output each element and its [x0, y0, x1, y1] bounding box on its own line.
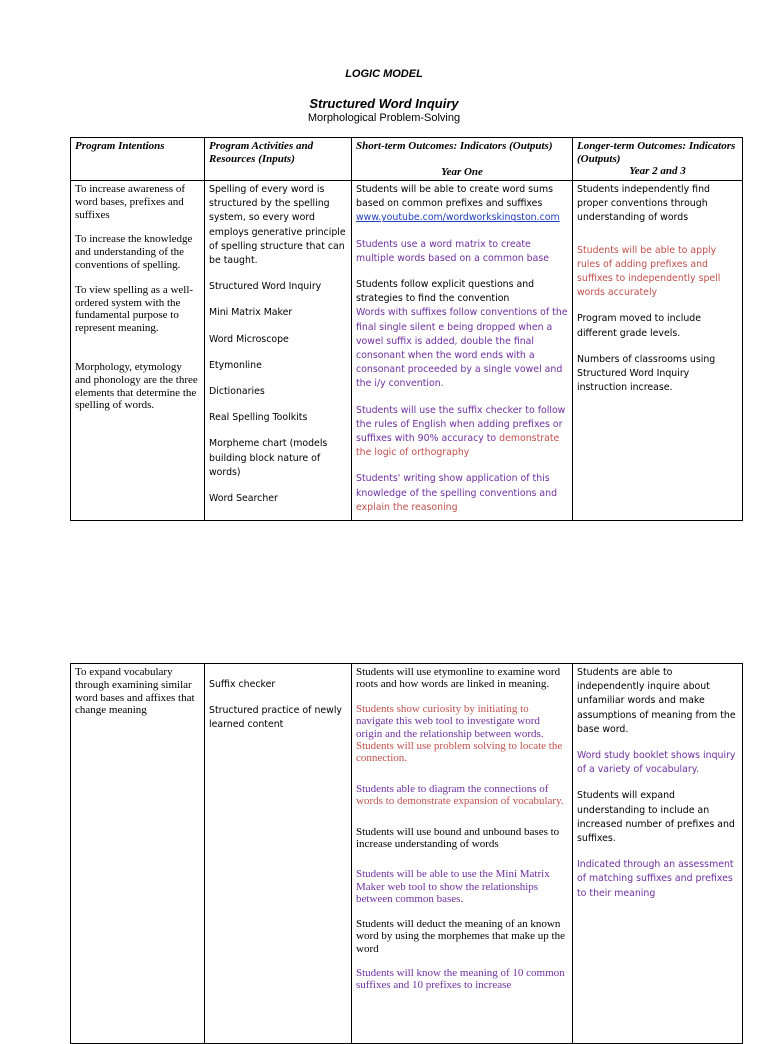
activity-text: Structured practice of newly learned content: [209, 705, 342, 731]
document-title: LOGIC MODEL: [345, 68, 423, 80]
cell-intentions: [71, 181, 205, 521]
document-subtitle-secondary: Morphological Problem-Solving: [307, 112, 461, 124]
table-header-row: [71, 138, 743, 181]
intention-text: Morphology, etymology and phonology are the three elements that determine the spelling of words.: [75, 360, 198, 412]
cell-long-term: [573, 664, 743, 1044]
short-term-text: Students follow explicit questions and strategies to find the convention Words with suffixes follow conventions of the final single silent e being dropped when a vowel suffix is added, double the final consonant when the word ends with a consonant proceeded by a single vowel and the i/y convention.: [356, 279, 568, 390]
activity-text: Real Spelling Toolkits: [209, 412, 308, 424]
intention-text: To view spelling as a well-ordered system with the fundamental purpose to represent meaning.: [75, 283, 194, 335]
short-term-text: Students will use etymonline to examine word roots and how words are linked in meaning.: [356, 666, 561, 691]
intention-text: To increase the knowledge and understanding of the conventions of spelling.: [75, 233, 193, 271]
short-term-text: Students use a word matrix to create multiple words based on a common base: [356, 238, 549, 264]
header-label: Program Intentions: [75, 140, 165, 152]
table-row: [71, 181, 743, 521]
short-term-text: Students will know the meaning of 10 common suffixes and 10 prefixes to increase: [356, 966, 565, 992]
long-term-text: Students will be able to apply rules of adding prefixes and suffixes to independently spell words accurately: [577, 244, 721, 299]
short-term-text: Students able to diagram the connections of words to demonstrate expansion of vocabulary.: [356, 782, 564, 808]
document-subtitle: Structured Word Inquiry: [309, 96, 459, 111]
short-term-text: Students' writing show application of this knowledge of the spelling conventions and explain the reasoning: [356, 473, 558, 513]
logic-model-table: [70, 137, 743, 521]
intention-text: To expand vocabulary through examining similar word bases and affixes that change meaning: [75, 666, 195, 717]
activity-text: Word Searcher: [209, 493, 278, 505]
long-term-text: Word study booklet shows inquiry of a variety of vocabulary.: [577, 750, 736, 776]
short-term-text: Students will use bound and unbound bases to increase understanding of words: [356, 825, 560, 851]
cell-activities: [205, 181, 352, 521]
intention-text: To increase awareness of word bases, prefixes and suffixes: [75, 183, 186, 221]
cell-long-term: [573, 181, 743, 521]
cell-activities: [205, 664, 352, 1044]
youtube-link[interactable]: www.youtube.com/wordworkskingston.com: [356, 212, 560, 224]
header-short-term-outcomes: [352, 138, 573, 181]
long-term-text: Students independently find proper conventions through understanding of words: [577, 184, 710, 224]
long-term-text: Students are able to independently inquire about unfamiliar words and make assumptions of meaning from the base word.: [577, 667, 736, 735]
cell-short-term: [352, 664, 573, 1044]
header-longer-term-outcomes: [573, 138, 743, 181]
activity-text: Mini Matrix Maker: [209, 307, 293, 319]
header-label: Program Activities and Resources (Inputs): [209, 140, 314, 165]
header-sublabel: Year 2 and 3: [629, 165, 686, 177]
activity-text: Word Microscope: [209, 333, 289, 345]
header-sublabel: Year One: [441, 165, 483, 178]
cell-intentions: [71, 664, 205, 1044]
long-term-text: Numbers of classrooms using Structured Word Inquiry instruction increase.: [577, 353, 716, 394]
short-term-text: Students will be able to create word sums based on common prefixes and suffixes www.youtube.com/wordworkskingston.com: [356, 184, 560, 224]
activity-text: Structured Word Inquiry: [209, 281, 322, 293]
activity-text: Suffix checker: [209, 679, 276, 690]
header-label: Longer-term Outcomes: Indicators (Outputs): [577, 140, 736, 165]
activity-text: Morpheme chart (models building block nature of words): [209, 438, 328, 478]
short-term-text: Students will use the suffix checker to follow the rules of English when adding prefixes or suffixes with 90% accuracy to demonstrate the logic of orthography: [356, 404, 566, 459]
long-term-text: Indicated through an assessment of matching suffixes and prefixes to their meaning: [577, 859, 734, 899]
table-row: [71, 664, 743, 1044]
header-label: Short-term Outcomes: Indicators (Outputs): [356, 140, 553, 152]
activity-text: Spelling of every word is structured by the spelling system, so every word employs generative principle of spelling structure that can be taught.: [209, 184, 346, 267]
activity-text: Dictionaries: [209, 386, 265, 398]
long-term-text: Program moved to include different grade levels.: [577, 313, 702, 339]
short-term-text: Students show curiosity by initiating to navigate this web tool to investigate word origin and the relationship between words. Students will use problem solving to locate the connection.: [356, 702, 563, 765]
header-program-intentions: [71, 138, 205, 181]
short-term-text: Students will deduct the meaning of an known word by using the morphemes that make up the word: [356, 917, 565, 955]
cell-short-term: [352, 181, 573, 521]
logic-model-table-continued: [70, 663, 743, 1044]
short-term-text: Students will be able to use the Mini Matrix Maker web tool to show the relationships between common bases.: [356, 868, 550, 906]
long-term-text: Students will expand understanding to include an increased number of prefixes and suffixes.: [577, 790, 735, 845]
header-program-activities: [205, 138, 352, 181]
activity-text: Etymonline: [209, 359, 262, 371]
